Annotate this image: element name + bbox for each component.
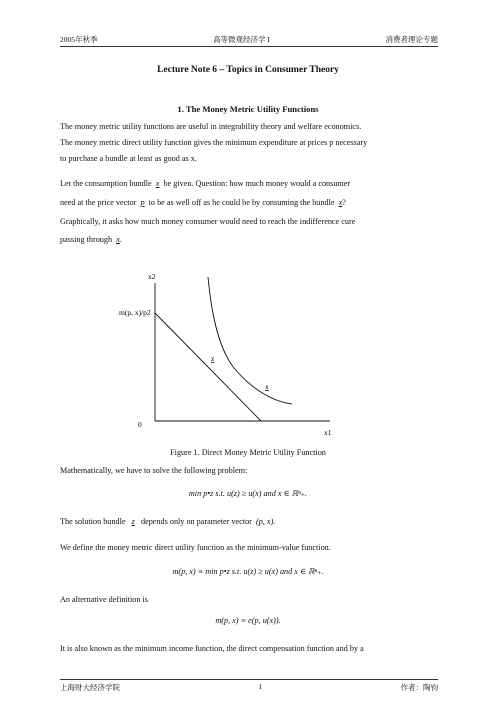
footer-author: 作者：陶钧 (400, 683, 438, 692)
header-course: 高等微观经济学 I (213, 35, 270, 44)
page-footer (60, 682, 438, 693)
bundle-label: x (265, 382, 269, 391)
var-z: z (131, 517, 135, 526)
intercept-label: m(p, x)/p2 (119, 308, 151, 317)
header-topic: 消费者理论专题 (385, 35, 438, 44)
paragraph-6: An alternative definition is (60, 595, 148, 604)
footer-rule (60, 679, 438, 680)
figure-caption: Figure 1. Direct Money Metric Utility Function (170, 448, 326, 457)
paragraph-2-line-3: Graphically, it asks how much money consumer would need to reach the indifference cure (60, 217, 356, 226)
lecture-title: Lecture Note 6 – Topics in Consumer Theory (157, 65, 339, 75)
equation-3: m(p, x) ≡ e(p, u(x)). (215, 616, 281, 625)
indifference-curve (208, 277, 292, 404)
paragraph-7: It is also known as the minimum income function, the direct compensation function and by a (60, 644, 364, 653)
var-x: x (338, 198, 343, 207)
budget-line (155, 313, 261, 421)
var-x: x (116, 235, 120, 244)
paragraph-1-line-1: The money metric utility functions are useful in integrability theory and welfare economics. (60, 122, 362, 131)
var-x: x (155, 179, 160, 188)
paragraph-2-line-4: passing through x. (60, 235, 122, 244)
paragraph-5: We define the money metric direct utility function as the minimum-value function. (60, 543, 331, 552)
header-term: 2005年秋季 (60, 35, 98, 44)
x-axis-label: x1 (324, 428, 332, 437)
page-number: 1 (258, 682, 263, 691)
tangent-point-label: z (211, 354, 215, 363)
paragraph-2-line-2: need at the price vector p to be as well off as he could be by consuming the bundle x? (60, 198, 346, 207)
paragraph-1-line-3: to purchase a bundle at least as good as x. (60, 154, 197, 163)
paragraph-3: Mathematically, we have to solve the following problem: (60, 466, 248, 475)
indifference-curve-figure (110, 265, 350, 440)
page-header (60, 33, 438, 45)
paragraph-1-line-2: The money metric direct utility function gives the minimum expenditure at prices p necessary (60, 138, 368, 147)
equation-2: m(p, x) ≡ min p•z s.t. u(z) ≥ u(x) and x ∈ ℝⁿ₊. (172, 567, 324, 576)
section-heading: 1. The Money Metric Utility Functions (177, 104, 319, 114)
footer-school: 上海财大经济学院 (60, 683, 120, 692)
paragraph-4: The solution bundle z depends only on parameter vector (p, x). (60, 517, 276, 526)
paragraph-2-line-1: Let the consumption bundle x be given. Question: how much money would a consumer (60, 179, 351, 188)
equation-1: min p•z s.t. u(z) ≥ u(x) and x ∈ ℝⁿ₊. (188, 489, 308, 498)
header-rule (60, 46, 438, 47)
var-p: p (140, 198, 145, 207)
y-axis-label: x2 (148, 272, 156, 281)
origin-label: 0 (138, 420, 142, 429)
